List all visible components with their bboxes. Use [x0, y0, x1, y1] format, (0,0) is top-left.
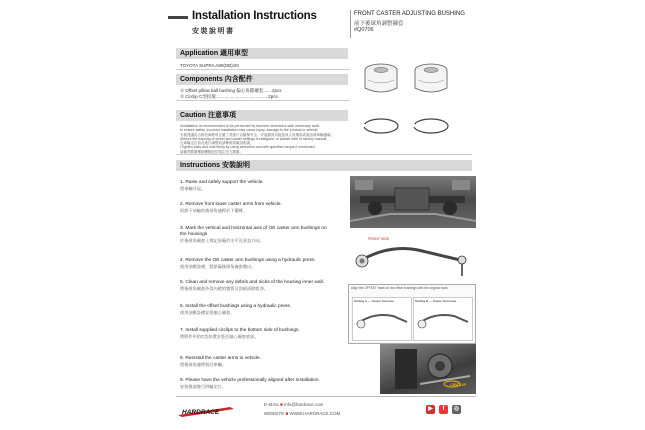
caution-line: 安裝建議由合格技師使用正確工具進行以確保安全，安裝錯誤可能造成人員傷害或產品與車輛損壞。: [180, 132, 334, 137]
caution-text: [176, 124, 472, 155]
offset-alignment-diagram: [348, 284, 476, 344]
setting-a-label: Setting A — Caster Increase: [354, 299, 394, 303]
header-accent-bar: [168, 16, 188, 19]
caution-line: •Before the tracking of wheel and caster settings is realigned, or please refer to factory manual.: [180, 136, 328, 141]
installed-bushing-photo: [380, 344, 476, 394]
facebook-icon[interactable]: f: [439, 405, 448, 414]
caution-line: •Tighten bolts and nuts firmly by using wrenches and with specified torque if mentioned.: [180, 145, 316, 150]
youtube-icon[interactable]: ▶: [426, 405, 435, 414]
step-text: 3. Mark the vertical and horizontal axis of OE caster arm bushings on the housings.: [180, 226, 327, 237]
step-text-chinese: 將附件中的C型扣環安裝至偏心襯套底部。: [180, 334, 259, 339]
step-text: 9. Please have the vehicle professionally aligned after installation.: [180, 378, 320, 383]
setting-a-drawing: [353, 304, 411, 336]
step-text: 4. Remove the OE caster arm bushings using a hydraulic press.: [180, 258, 316, 263]
instructions-heading: Instructions 安裝說明: [176, 160, 472, 171]
caution-line: to ensure safety, incorrect installation may cause injury, damage to the product or vehicle.: [180, 128, 319, 133]
instruction-step: [180, 304, 320, 316]
product-name-chinese: 前下後球角調整襯套: [354, 21, 404, 27]
setting-b-drawing: [414, 304, 472, 336]
website-line: WEBSITE ■ WWW.HARDRACE.COM: [264, 411, 341, 416]
step-text-chinese: 安裝後請進行四輪定位。: [180, 384, 227, 389]
instruction-step: [180, 280, 360, 292]
caution-line: 在車輪定位前及進行調整前請參照原廠說明書。: [180, 141, 254, 146]
component-item: ② Circlip C型扣環..........................................2pcs: [180, 94, 278, 99]
website-link[interactable]: WWW.HARDRACE.COM: [289, 411, 341, 416]
application-heading: Application 適用車型: [176, 48, 348, 59]
product-code: #Q0706: [354, 27, 374, 33]
page-title-chinese: 安裝說明書: [192, 28, 235, 35]
instruction-step: [180, 258, 330, 270]
instruction-step: [180, 328, 320, 340]
pillow-ball-bushing-icon: [365, 64, 397, 92]
instruction-step: [180, 226, 330, 244]
front-side-label: FRONT SIDE: [368, 237, 390, 241]
website-label: WEBSITE: [264, 411, 285, 416]
step-text-chinese: 將車輛升起。: [180, 186, 206, 191]
component-item: ① Offset pillow ball bushing 偏心角錐襯套.......2pcs: [180, 88, 282, 93]
hardrace-logo: [178, 401, 234, 421]
suspension-photo-detail: [350, 176, 476, 228]
page-title: Installation Instructions: [192, 10, 317, 22]
pillow-ball-bushing-icon: [415, 64, 447, 92]
instruction-step: [180, 378, 350, 390]
step-text-chinese: 將後球角連桿裝回車輛。: [180, 362, 227, 367]
setting-a-box: [352, 297, 412, 341]
setting-b-label: Setting B — Caster Decrease: [415, 299, 457, 303]
components-heading: Components 內含配件: [176, 74, 348, 85]
step-text: 8. Reinstall the caster arms to vehicle.: [180, 356, 262, 361]
alignment-note: Align the OFFSET mark on the offset bushings with the original mark: [351, 286, 448, 290]
brand-name: HARDRACE: [182, 409, 220, 416]
step-text: 6. Install the offset bushings using a hydraulic press.: [180, 304, 292, 309]
step-text-chinese: 拆卸下前輪的後球角連桿於下擺臂。: [180, 208, 248, 213]
application-vehicle: TOYOTA SUPRA A90(DB)/20: [176, 63, 350, 70]
step-text: 5. Clean and remove any debris and nicks of the housing inner wall.: [180, 280, 324, 285]
setting-b-box: [413, 297, 473, 341]
step-text-chinese: 使用油壓設備安裝偏心襯套。: [180, 310, 235, 315]
caution-heading: Caution 注意事項: [176, 110, 348, 121]
instruction-sheet: [168, 8, 480, 424]
caution-line: 請確實鎖緊螺絲螺帽並依規定扭力鎖緊。: [180, 149, 243, 154]
instruction-step: [180, 202, 350, 214]
footer: [176, 396, 476, 425]
product-name: FRONT CASTER ADJUSTING BUSHING: [354, 11, 465, 17]
header-divider: [350, 10, 351, 38]
step-text: 7. Install supplied circlips to the bottom side of bushings.: [180, 328, 300, 333]
step-text: 2. Remove front lower caster arms from vehicle.: [180, 202, 282, 207]
components-list: [176, 88, 350, 101]
step-text-chinese: 使用油壓設備，將原廠後球角襯套壓出。: [180, 264, 256, 269]
step-text: 1. Raise and safely support the vehicle.: [180, 180, 264, 185]
caster-arm-diagram: [348, 232, 478, 282]
wechat-icon[interactable]: ◎: [453, 406, 460, 412]
caution-line: •Installation is recommended to be performed by licensed mechanics with necessary tools: [180, 124, 320, 128]
instruction-step: [180, 180, 350, 192]
step-text-chinese: 將後球角襯套外殼內壁的雜質及刮痕清除乾淨。: [180, 286, 268, 291]
email-label: E-MAIL: [264, 402, 279, 407]
vehicle-underside-photo: [350, 176, 476, 228]
instruction-step: [180, 356, 330, 368]
step-text-chinese: 於後球角襯套上標記原廠的水平及垂直方向。: [180, 238, 264, 243]
email-line: E-MAIL ■ info@hardrace.com: [264, 402, 324, 407]
email-link[interactable]: info@hardrace.com: [284, 402, 324, 407]
circlip-photo-label: CIRCLIP: [450, 382, 466, 387]
